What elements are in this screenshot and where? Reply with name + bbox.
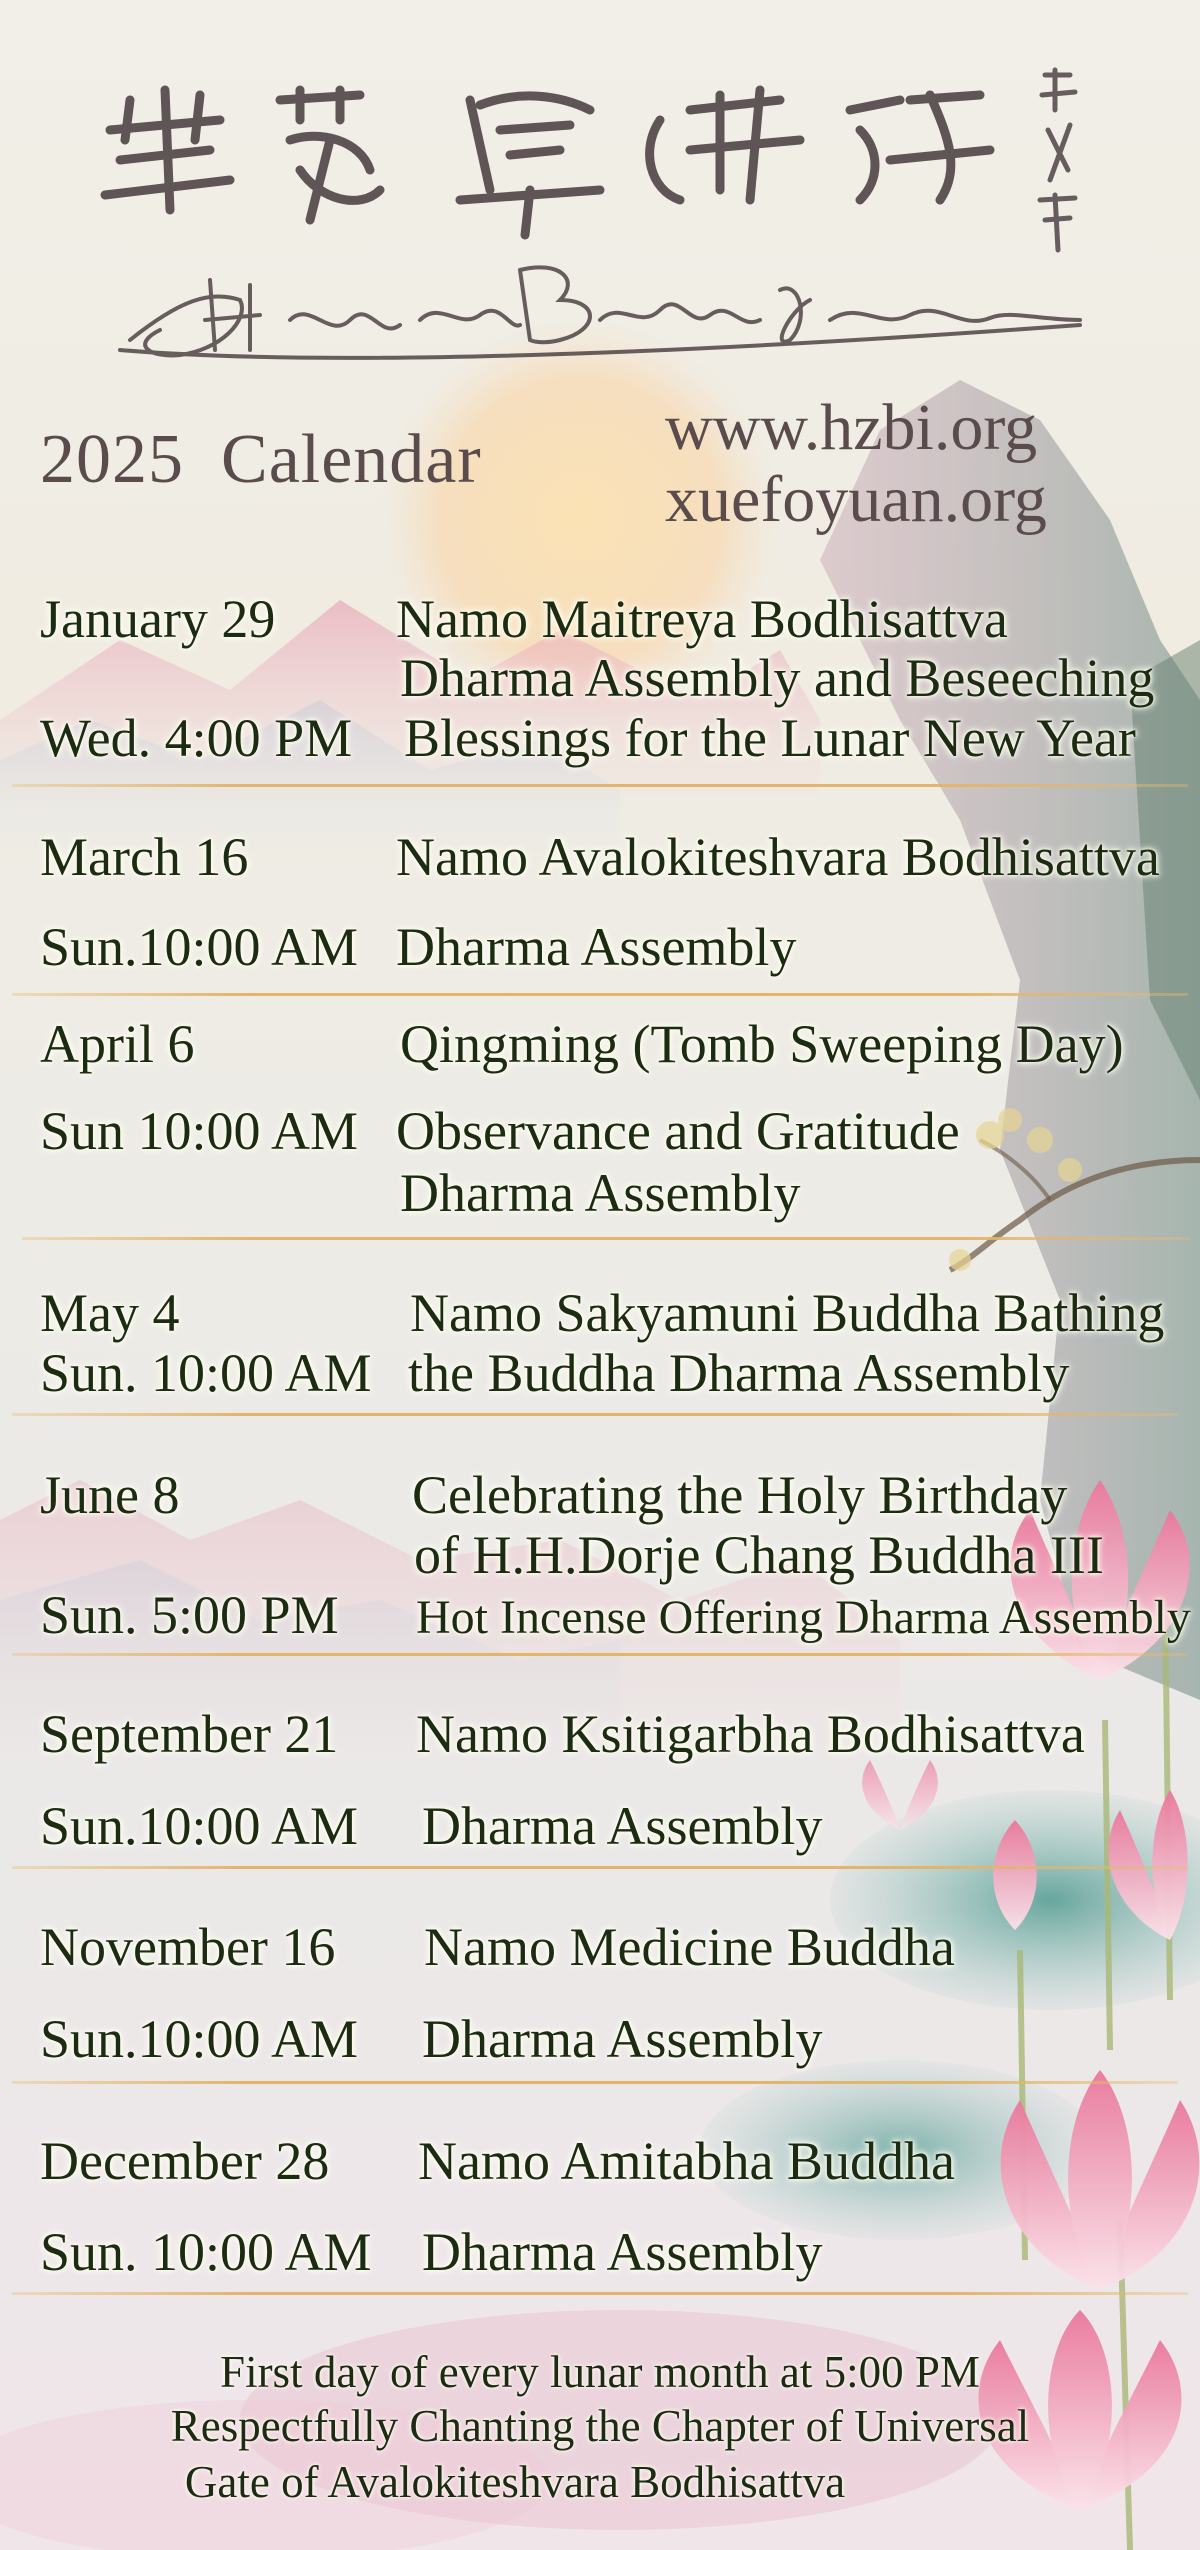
event-description-line: Dharma Assembly bbox=[422, 2222, 823, 2282]
website-link-xuefoyuan[interactable]: xuefoyuan.org bbox=[665, 463, 1047, 536]
divider-line bbox=[12, 2292, 1188, 2295]
event-description-line: Namo Maitreya Bodhisattva bbox=[396, 589, 1008, 649]
event-date: May 4 bbox=[40, 1283, 180, 1343]
event-description-line: Qingming (Tomb Sweeping Day) bbox=[400, 1014, 1124, 1074]
event-date: December 28 bbox=[40, 2131, 330, 2191]
event-date: September 21 bbox=[40, 1704, 339, 1764]
divider-line bbox=[12, 1653, 1188, 1656]
event-description-line: Dharma Assembly bbox=[422, 2009, 823, 2069]
event-time: Sun.10:00 AM bbox=[40, 1796, 359, 1856]
event-time: Sun.10:00 AM bbox=[40, 917, 359, 977]
event-description-line: Dharma Assembly bbox=[422, 1796, 823, 1856]
website-link-hzbi[interactable]: www.hzbi.org bbox=[665, 391, 1038, 464]
event-date: November 16 bbox=[40, 1917, 336, 1977]
footer-line: First day of every lunar month at 5:00 PM bbox=[220, 2347, 980, 2397]
event-description-line: Dharma Assembly bbox=[396, 917, 797, 977]
event-time: Sun 10:00 AM bbox=[40, 1101, 359, 1161]
footer-line: Respectfully Chanting the Chapter of Universal bbox=[170, 2401, 1030, 2451]
event-time: Wed. 4:00 PM bbox=[40, 708, 353, 768]
divider-line bbox=[22, 1237, 1190, 1240]
event-description-line: Observance and Gratitude bbox=[396, 1101, 960, 1161]
event-time: Sun. 10:00 AM bbox=[40, 2222, 372, 2282]
event-date: January 29 bbox=[40, 589, 276, 649]
event-date: June 8 bbox=[40, 1465, 180, 1525]
divider-line bbox=[12, 2081, 1178, 2084]
event-date: April 6 bbox=[40, 1014, 195, 1074]
event-time: Sun.10:00 AM bbox=[40, 2009, 359, 2069]
event-description-line: Namo Amitabha Buddha bbox=[418, 2131, 955, 2191]
calendar-title: 2025 Calendar bbox=[40, 421, 482, 498]
event-time: Sun. 5:00 PM bbox=[40, 1585, 339, 1645]
divider-line bbox=[12, 993, 1188, 996]
divider-line bbox=[12, 1413, 1178, 1416]
event-date: March 16 bbox=[40, 827, 249, 887]
event-description-line: Dharma Assembly and Beseeching bbox=[400, 648, 1155, 708]
event-description-line: of H.H.Dorje Chang Buddha III bbox=[414, 1525, 1104, 1585]
event-description-line: the Buddha Dharma Assembly bbox=[408, 1343, 1070, 1403]
divider-line bbox=[12, 784, 1188, 787]
footer-line: Gate of Avalokiteshvara Bodhisattva bbox=[184, 2457, 846, 2507]
divider-line bbox=[12, 1866, 1188, 1869]
event-description-line: Namo Ksitigarbha Bodhisattva bbox=[416, 1704, 1085, 1764]
event-description-line: Blessings for the Lunar New Year bbox=[404, 708, 1136, 768]
event-description-line: Namo Avalokiteshvara Bodhisattva bbox=[396, 827, 1160, 887]
event-description-line: Namo Sakyamuni Buddha Bathing bbox=[410, 1283, 1165, 1343]
event-description-line: Hot Incense Offering Dharma Assembly bbox=[416, 1591, 1191, 1644]
event-description-line: Dharma Assembly bbox=[400, 1163, 801, 1223]
event-description-line: Namo Medicine Buddha bbox=[424, 1917, 955, 1977]
event-description-line: Celebrating the Holy Birthday bbox=[412, 1465, 1068, 1525]
event-time: Sun. 10:00 AM bbox=[40, 1343, 372, 1403]
